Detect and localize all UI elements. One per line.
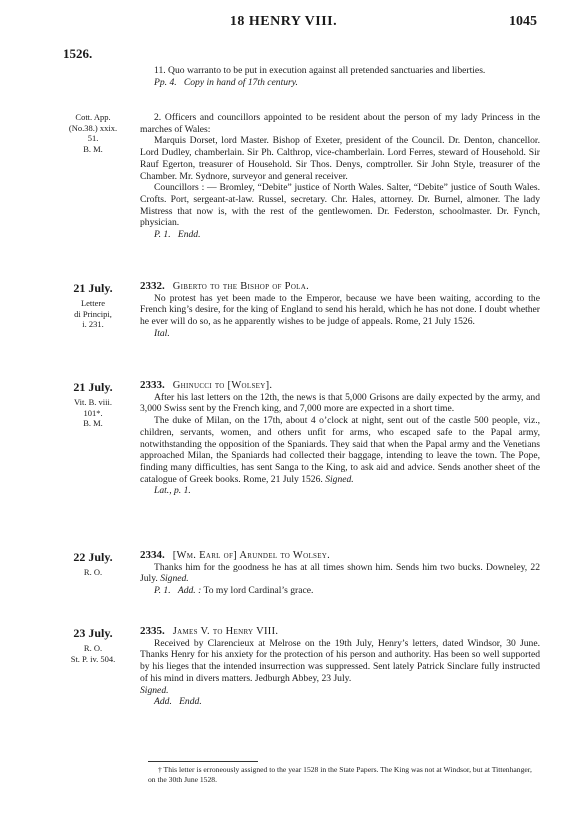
entry-date: 21 July. — [73, 380, 113, 394]
margin-reference — [50, 281, 136, 330]
margin-ref-line: 101*. — [83, 407, 103, 418]
page-count: P. 1. — [154, 585, 171, 597]
signed-note: Signed. — [140, 684, 169, 696]
language-note: Ital. — [154, 327, 170, 339]
entry-paragraph: Received by Clarencieux at Melrose on the 19th July, Henry’s letters, dated Windsor, 30 June. Thanks Henry for his anxiety for the protection of his person and authority. Has been so well supported by his lieges that the intended insurrection was suppressed. Sent lately Patrick Sinclare fully instructed of his mind in divers matters. Jedburgh Abbey, 23 July. — [140, 637, 540, 684]
margin-ref-line: R. O. — [83, 567, 103, 577]
entry-physical-note — [140, 77, 540, 89]
margin-ref-line: 51. — [87, 133, 99, 143]
entry-body — [140, 380, 540, 497]
entry-paragraph — [140, 415, 540, 485]
margin-reference — [50, 550, 136, 578]
entry-paragraph: No protest has yet been made to the Emperor, because we have been waiting, according to the French king’s desire, for the king of England to send his herald, which he has not done. I doubt whether he ever will do so, as he apparently wishes to be judge of appeals. Rome, 21 July 1526. — [140, 292, 540, 328]
entry-paragraph: After his last letters on the 12th, the news is that 5,000 Grisons are daily expected by the army, and 3,000 Swiss sent by the French king, and 7,000 more are expected in a short time. — [140, 391, 540, 415]
entry-date: 21 July. — [73, 281, 113, 295]
entry-title: [Wm. Earl of] Arundel to Wolsey. — [172, 550, 331, 561]
entry-paragraph — [140, 562, 540, 585]
entry-title: Ghinucci to [Wolsey]. — [172, 380, 273, 391]
margin-ref-line: St. P. iv. 504. — [70, 653, 116, 664]
header-title: 18 HENRY VIII. — [229, 14, 338, 29]
margin-ref-line: B. M. — [83, 143, 103, 154]
margin-ref-line: di Principi, — [74, 308, 112, 319]
entry-heading — [140, 626, 540, 638]
entry-heading — [140, 380, 540, 392]
language-note: Lat., p. 1. — [154, 485, 191, 497]
footnote: † This letter is erroneously assigned to the year 1528 in the State Papers. The King was not at Windsor, but at Tittenhanger, on the 30th June 1528. — [148, 765, 532, 784]
entry-body — [140, 112, 540, 241]
entry-title: Giberto to the Bishop of Pola. — [172, 281, 310, 292]
margin-ref-line: R. O. — [83, 643, 103, 653]
running-header — [0, 14, 567, 32]
address-label: Add. — [154, 696, 172, 708]
entry-paragraph: 2. Officers and councillors appointed to be resident about the person of my lady Princess in the marches of Wales: — [140, 112, 540, 135]
entry-paragraph: 11. Quo warranto to be put in execution against all pretended sanctuaries and liberties. — [154, 65, 486, 76]
entry-number: 2335. — [140, 625, 165, 637]
margin-reference — [50, 112, 136, 154]
entry-number: 2333. — [140, 379, 165, 391]
entry-paragraph: Marquis Dorset, lord Master. Bishop of Exeter, president of the Council. Dr. Denton, chancellor. Lord Dudley, chamberlain. Sir Ph. Calthrop, vice-chamberlain. Lord Ferres, steward of Household. Sir Rauf Egerton, treasurer of Household. Sir Thos. Denys, comptroller. Sir John Style, treasurer of the Chamber. Mr. Sydnore, surveyor and general receiver. — [140, 135, 540, 182]
margin-ref-line: Vit. B. viii. — [74, 397, 112, 407]
entry-body — [140, 65, 540, 88]
signed-note: Signed. — [160, 573, 189, 585]
entry-physical-note — [140, 585, 540, 597]
entry-paragraph-text: The duke of Milan, on the 17th, about 4 o’clock at night, sent out of the castle 500 people, viz., children, servants, women, and others unfit for arms, who escaped safe to the Papal army, notwithstanding the opposition of the Spaniards. They said that when the Papal army and the Venetians approached Milan, the Spaniards had collected their baggage, intending to leave the town. The Pope, finding many difficulties, has sent Sanga to the King, to ask aid and advice. Sends another sheet of the catalogue of Greek books. Rome, 21 July 1526. — [140, 415, 540, 485]
endorsement-note: Endd. — [179, 696, 202, 708]
entry-date: 23 July. — [73, 626, 113, 640]
entry-heading — [140, 281, 540, 293]
page-count: P. 1. — [154, 229, 171, 241]
entry-paragraph: Councillors : — Bromley, “Debite” justice of North Wales. Salter, “Debite” justice of South Wales. Crofts. Port, sergeant-at-law. Russel, secretary. Chr. Hales, attorney. Dr. Burnel, almoner. The lady Mistress that now is, with the rest of the gentlewomen. Dr. Federston, schoolmaster. Dr. Fynch, physician. — [140, 182, 540, 229]
entry-title: James V. to Henry VIII. — [172, 626, 279, 637]
margin-ref-line: Lettere — [80, 298, 106, 308]
margin-ref-line: Cott. App. — [75, 112, 111, 122]
address-label: Add. : — [177, 585, 202, 597]
page-number: 1045 — [509, 14, 537, 29]
margin-ref-line: i. 231. — [82, 319, 104, 329]
entry-physical-note — [140, 229, 540, 241]
endorsement-note: Endd. — [177, 229, 201, 241]
entry-body — [140, 281, 540, 340]
entry-heading — [140, 550, 540, 562]
margin-ref-line: B. M. — [83, 418, 103, 428]
entry-number: 2334. — [140, 549, 165, 561]
page-count: Pp. 4. — [154, 76, 177, 88]
footnote-rule — [148, 761, 258, 762]
signed-note: Signed. — [325, 473, 354, 485]
copy-note: Copy in hand of 17th century. — [183, 76, 298, 88]
entry-body — [140, 626, 540, 708]
address-text: To my lord Cardinal’s grace. — [203, 585, 314, 597]
margin-reference — [50, 380, 136, 429]
entry-date: 22 July. — [73, 550, 113, 564]
entry-number: 2332. — [140, 280, 165, 292]
entry-paragraph-text: Thanks him for the goodness he has at all times shown him. Sends him two bucks. Downeley, 22 July. — [140, 561, 540, 585]
margin-ref-line: (No.38.) xxix. — [68, 122, 118, 133]
margin-reference — [50, 626, 136, 664]
entry-body — [140, 550, 540, 597]
entry-physical-note — [140, 696, 540, 708]
margin-year: 1526. — [63, 46, 93, 61]
